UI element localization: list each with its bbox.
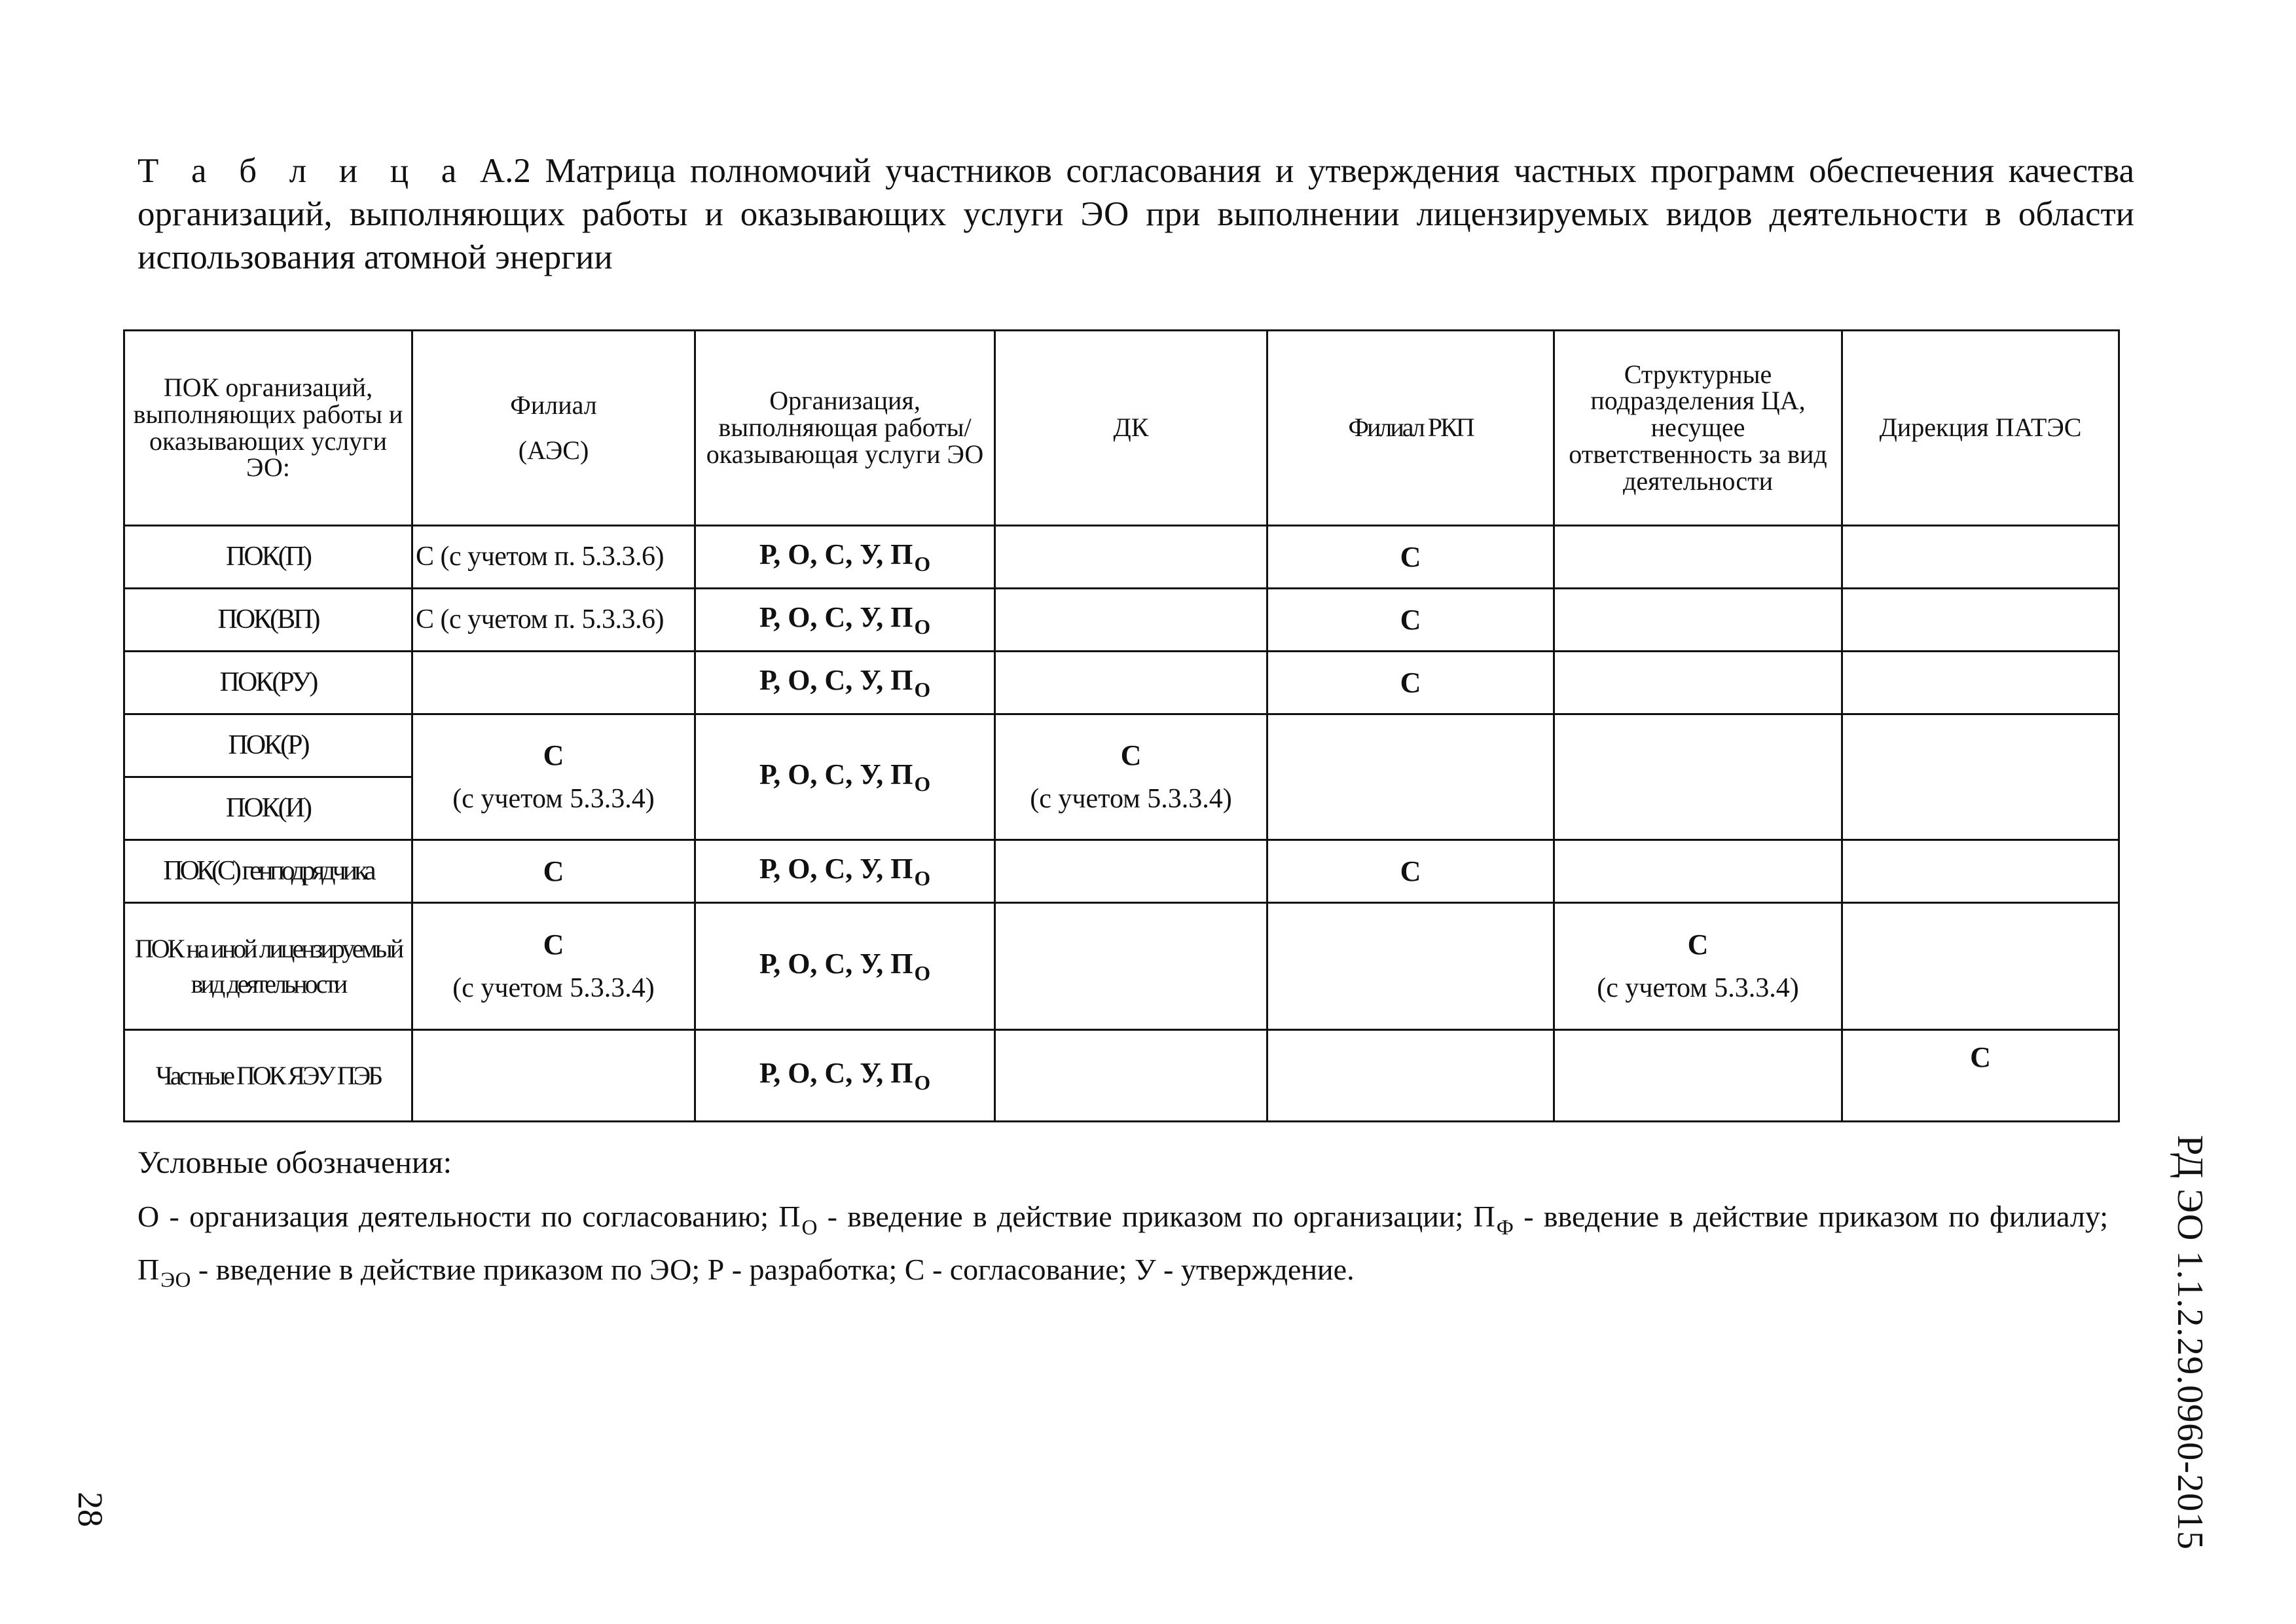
cell-patas (1842, 652, 2119, 714)
page-number-text: 28 (71, 1492, 110, 1527)
cell-org-text: Р, О, С, У, П (759, 663, 913, 696)
cell-structural-units (1554, 589, 1842, 652)
row-label-pok-vp: ПОК(ВП) (124, 589, 412, 652)
table-row (124, 526, 2119, 589)
cell-patas (1842, 903, 2119, 1030)
legend-subscript: О (801, 1215, 818, 1240)
cell-structural-units (1554, 526, 1842, 589)
header-structural-units: Структурные подразделения ЦА, несущее ответственность за вид деятельности (1554, 331, 1842, 526)
cell-organization (695, 903, 995, 1030)
cell-structural-units (1554, 840, 1842, 903)
cell-dk (995, 903, 1267, 1030)
header-patas: Дирекция ПАТЭС (1842, 331, 2119, 526)
legend-part: - введение в действие приказом по филиалу; П (137, 1200, 2108, 1286)
cell-patas (1842, 714, 2119, 840)
cell-dk (995, 1030, 1267, 1122)
cell-filial-rkp: С (1267, 589, 1554, 652)
table-header-row (124, 331, 2119, 526)
cell-struct-note: (с учетом 5.3.3.4) (1597, 972, 1799, 1003)
cell-patas (1842, 840, 2119, 903)
cell-org-subscript: О (914, 615, 931, 638)
header-dk: ДК (995, 331, 1267, 526)
cell-org-text: Р, О, С, У, П (759, 852, 913, 885)
table-caption (137, 149, 2134, 279)
cell-structural-units (1554, 1030, 1842, 1122)
table-row (124, 589, 2119, 652)
caption-text: А.2 Матрица полномочий участников согласования и утверждения частных программ обеспечения качества организаций, выполняющих работы и оказывающих услуги ЭО при выполнении лицензируемых видов деятельности в области использования атомной энергии (137, 152, 2134, 276)
cell-dk (995, 526, 1267, 589)
legend-subscript: Ф (1496, 1215, 1514, 1240)
row-label-pok-r: ПОК(Р) (124, 714, 412, 777)
cell-org-text: Р, О, С, У, П (759, 538, 913, 570)
table-row (124, 1030, 2119, 1122)
header-filial-aes: (АЭС) (518, 435, 589, 465)
document-code (2164, 1107, 2216, 1578)
cell-filial (412, 903, 695, 1030)
cell-org-subscript: О (914, 961, 931, 985)
cell-structural-units (1554, 652, 1842, 714)
row-label-pok-p: ПОК(П) (124, 526, 412, 589)
cell-struct-mark: С (1687, 929, 1709, 961)
cell-filial-rkp (1267, 903, 1554, 1030)
cell-filial-rkp: С (1267, 840, 1554, 903)
page-number (71, 1480, 110, 1539)
cell-organization (695, 840, 995, 903)
legend-text (137, 1196, 2108, 1301)
cell-patas: С (1842, 1030, 2119, 1122)
cell-filial-note: (с учетом 5.3.3.4) (452, 783, 655, 814)
table-row (124, 652, 2119, 714)
legend-part: - введение в действие приказом по организации; П (817, 1200, 1495, 1233)
cell-filial: С (412, 840, 695, 903)
table-row (124, 903, 2119, 1030)
cell-structural-units (1554, 714, 1842, 840)
cell-filial (412, 1030, 695, 1122)
legend-part: О - организация деятельности по согласованию; П (137, 1200, 801, 1233)
cell-patas (1842, 589, 2119, 652)
cell-dk-mark: С (1120, 739, 1142, 772)
cell-filial-rkp: С (1267, 526, 1554, 589)
header-filial-label: Филиал (510, 390, 597, 420)
cell-filial (412, 714, 695, 840)
row-label-pok-other: ПОК на иной лицензируемый вид деятельности (124, 903, 412, 1030)
row-label-pok-yaeu: Частные ПОК ЯЭУ ПЭБ (124, 1030, 412, 1122)
cell-organization (695, 652, 995, 714)
cell-organization (695, 714, 995, 840)
cell-org-text: Р, О, С, У, П (759, 1056, 913, 1089)
cell-org-subscript: О (914, 772, 931, 796)
cell-dk-note: (с учетом 5.3.3.4) (1030, 783, 1232, 814)
cell-filial-rkp (1267, 1030, 1554, 1122)
header-filial (412, 331, 695, 526)
cell-organization (695, 1030, 995, 1122)
header-pok: ПОК организаций, выполняющих работы и оказывающих услуги ЭО: (124, 331, 412, 526)
header-filial-rkp: Филиал РКП (1267, 331, 1554, 526)
legend-title: Условные обозначения: (137, 1145, 452, 1180)
cell-dk (995, 589, 1267, 652)
cell-org-text: Р, О, С, У, П (759, 600, 913, 633)
cell-org-subscript: О (914, 866, 931, 890)
cell-org-subscript: О (914, 552, 931, 576)
cell-dk (995, 840, 1267, 903)
cell-org-text: Р, О, С, У, П (759, 947, 913, 980)
legend-part: - введение в действие приказом по ЭО; Р - разработка; С - согласование; У - утверждение. (191, 1252, 1355, 1286)
cell-filial-rkp: С (1267, 652, 1554, 714)
authority-matrix-table (123, 329, 2120, 1122)
cell-filial-rkp (1267, 714, 1554, 840)
legend-subscript: ЭО (160, 1268, 191, 1293)
cell-filial-mark: С (543, 929, 564, 961)
row-label-pok-ru: ПОК(РУ) (124, 652, 412, 714)
table-row (124, 840, 2119, 903)
cell-dk (995, 652, 1267, 714)
row-label-pok-i: ПОК(И) (124, 777, 412, 840)
cell-org-subscript: О (914, 1071, 931, 1094)
cell-org-subscript: О (914, 678, 931, 701)
row-label-pok-s: ПОК(С) генподрядчика (124, 840, 412, 903)
cell-patas (1842, 526, 2119, 589)
table-row (124, 714, 2119, 777)
cell-filial (412, 652, 695, 714)
cell-filial-note: (с учетом 5.3.3.4) (452, 972, 655, 1003)
cell-org-text: Р, О, С, У, П (759, 758, 913, 790)
caption-prefix: Т а б л и ц а (137, 152, 466, 190)
cell-filial: С (с учетом п. 5.3.3.6) (412, 589, 695, 652)
cell-structural-units (1554, 903, 1842, 1030)
cell-filial-mark: С (543, 739, 564, 772)
header-organization: Организация, выполняющая работы/оказывающая услуги ЭО (695, 331, 995, 526)
cell-organization (695, 526, 995, 589)
cell-dk (995, 714, 1267, 840)
cell-organization (695, 589, 995, 652)
cell-filial: С (с учетом п. 5.3.3.6) (412, 526, 695, 589)
document-code-text: РД ЭО 1.1.2.29.0960-2015 (2170, 1135, 2210, 1550)
